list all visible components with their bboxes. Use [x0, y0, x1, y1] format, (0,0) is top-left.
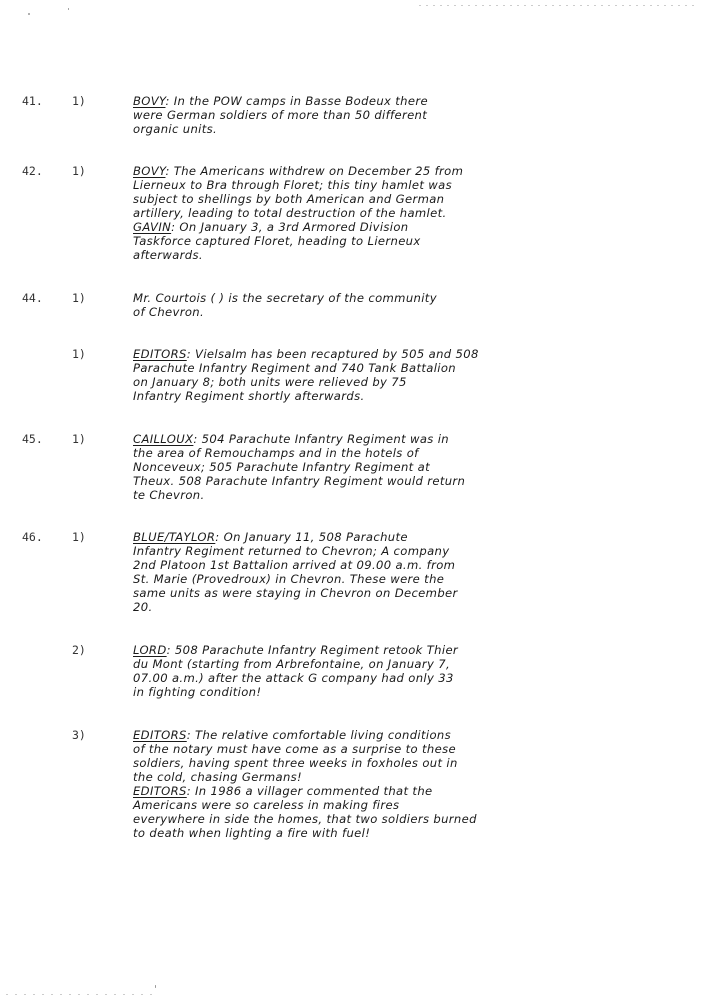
text-line: the cold, chasing Germans!: [133, 770, 303, 784]
item-text: [133, 94, 533, 136]
entry-number: 41.: [22, 94, 43, 108]
item-text: [133, 432, 533, 502]
text-line: BOVY: In the POW camps in Basse Bodeux there: [133, 94, 428, 108]
text-line: organic units.: [133, 122, 218, 136]
text-line: EDITORS: The relative comfortable living conditions: [133, 728, 451, 742]
text-line: EDITORS: In 1986 a villager commented that the: [133, 784, 433, 798]
item-number: 3): [72, 728, 86, 742]
text-line: to death when lighting a fire with fuel!: [133, 826, 371, 840]
speaker-name: BOVY: [133, 164, 166, 178]
text-line: EDITORS: Vielsalm has been recaptured by 505 and 508: [133, 347, 479, 361]
entry-number: 46.: [22, 530, 43, 544]
text-line: LORD: 508 Parachute Infantry Regiment retook Thier: [133, 643, 459, 657]
speaker-name: LORD: [133, 643, 167, 657]
text-line: on January 8; both units were relieved by 75: [133, 375, 407, 389]
entry-number: 42.: [22, 164, 43, 178]
speaker-name: BLUE/TAYLOR: [133, 530, 216, 544]
item-text: [133, 347, 533, 403]
text-line: Taskforce captured Floret, heading to Lierneux: [133, 234, 421, 248]
text-line: BLUE/TAYLOR: On January 11, 508 Parachute: [133, 530, 408, 544]
item-number: 1): [72, 432, 86, 446]
text-line: BOVY: The Americans withdrew on December 25 from: [133, 164, 464, 178]
speaker-name: EDITORS: [133, 347, 187, 361]
speaker-name: EDITORS: [133, 728, 187, 742]
text-line: everywhere in side the homes, that two soldiers burned: [133, 812, 477, 826]
speaker-name: GAVIN: [133, 220, 172, 234]
text-line: Mr. Courtois ( ) is the secretary of the community: [133, 291, 437, 305]
text-line: Parachute Infantry Regiment and 740 Tank Battalion: [133, 361, 457, 375]
entry-number: 44.: [22, 291, 43, 305]
text-line: of the notary must have come as a surprise to these: [133, 742, 456, 756]
text-line: were German soldiers of more than 50 different: [133, 108, 428, 122]
speaker-name: CAILLOUX: [133, 432, 194, 446]
item-text: [133, 291, 533, 319]
item-text: [133, 643, 533, 699]
item-number: 1): [72, 164, 86, 178]
item-number: 1): [72, 94, 86, 108]
text-line: Infantry Regiment returned to Chevron; A company: [133, 544, 450, 558]
item-text: [133, 728, 533, 840]
text-line: same units as were staying in Chevron on December: [133, 586, 458, 600]
text-line: St. Marie (Provedroux) in Chevron. These were the: [133, 572, 445, 586]
text-line: 2nd Platoon 1st Battalion arrived at 09.00 a.m. from: [133, 558, 456, 572]
text-line: in fighting condition!: [133, 685, 262, 699]
text-line: of Chevron.: [133, 305, 205, 319]
item-number: 2): [72, 643, 86, 657]
text-line: Americans were so careless in making fires: [133, 798, 400, 812]
text-line: the area of Remouchamps and in the hotels of: [133, 446, 419, 460]
item-text: [133, 530, 533, 614]
text-line: afterwards.: [133, 248, 203, 262]
item-number: 1): [72, 530, 86, 544]
scan-artifact-top: [419, 5, 699, 6]
text-line: artillery, leading to total destruction of the hamlet.: [133, 206, 447, 220]
scan-speck: [155, 985, 156, 988]
item-text: [133, 164, 533, 262]
text-line: 07.00 a.m.) after the attack G company had only 33: [133, 671, 454, 685]
text-line: Theux. 508 Parachute Infantry Regiment would return: [133, 474, 466, 488]
text-line: soldiers, having spent three weeks in foxholes out in: [133, 756, 458, 770]
text-line: GAVIN: On January 3, a 3rd Armored Division: [133, 220, 409, 234]
text-line: CAILLOUX: 504 Parachute Infantry Regiment was in: [133, 432, 449, 446]
item-number: 1): [72, 347, 86, 361]
text-line: Infantry Regiment shortly afterwards.: [133, 389, 365, 403]
text-line: subject to shellings by both American and German: [133, 192, 445, 206]
scan-speck: [28, 13, 30, 15]
scan-artifact-bottom: [6, 994, 156, 995]
text-line: te Chevron.: [133, 488, 205, 502]
speaker-name: EDITORS: [133, 784, 187, 798]
text-line: Nonceveux; 505 Parachute Infantry Regiment at: [133, 460, 430, 474]
scan-speck: [68, 8, 69, 10]
text-line: Lierneux to Bra through Floret; this tiny hamlet was: [133, 178, 452, 192]
text-line: 20.: [133, 600, 153, 614]
text-line: du Mont (starting from Arbrefontaine, on January 7,: [133, 657, 451, 671]
speaker-name: BOVY: [133, 94, 166, 108]
entry-number: 45.: [22, 432, 43, 446]
item-number: 1): [72, 291, 86, 305]
